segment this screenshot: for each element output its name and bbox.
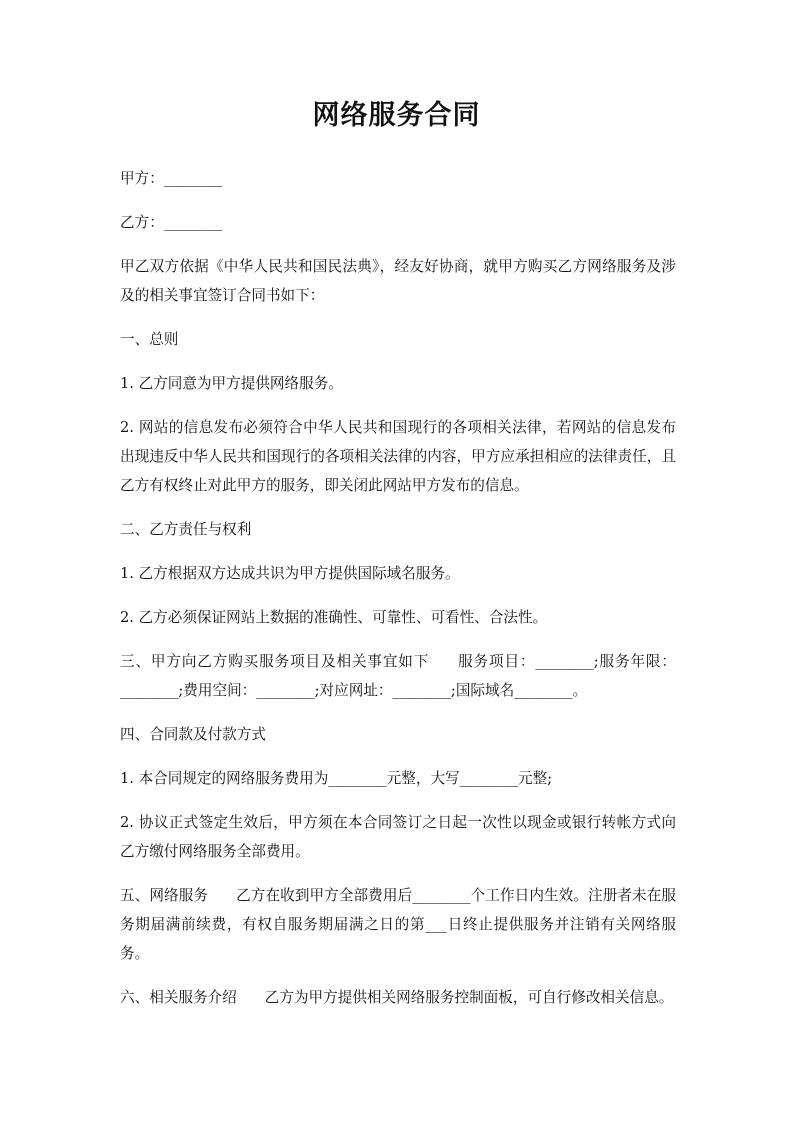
section-1-heading: 一、总则 — [120, 331, 179, 348]
party-b-line: 乙方：________ — [120, 214, 223, 231]
section-4-item-2: 2. 协议正式签定生效后，甲方须在本合同签订之日起一次性以现金或银行转帐方式向乙方缴付网络服务全部费用。 — [120, 814, 676, 860]
section-2-heading: 二、乙方责任与权利 — [120, 521, 252, 538]
section-2-item-2: 2. 乙方必须保证网站上数据的准确性、可靠性、可看性、合法性。 — [120, 609, 548, 626]
party-a-line: 甲方：________ — [120, 170, 223, 187]
section-5-body: 乙方在收到甲方全部费用后________个工作日内生效。注册者未在服务期届满前续费，有权自服务期届满之日的第___日终止提供服务并注销有关网络服务。 — [120, 887, 676, 962]
section-4-heading: 四、合同款及付款方式 — [120, 726, 266, 743]
section-3-heading: 三、甲方向乙方购买服务项目及相关事宜如下 — [120, 653, 430, 670]
section-4-item-1: 1. 本合同规定的网络服务费用为________元整，大写________元整; — [120, 770, 553, 787]
section-6-paragraph — [120, 983, 676, 1012]
section-1-item-2: 2. 网站的信息发布必须符合中华人民共和国现行的各项相关法律，若网站的信息发布出现违反中华人民共和国现行的各项相关法律的内容，甲方应承担相应的法律责任，且乙方有权终止对此甲方的服务，即关闭此网站甲方发布的信息。 — [120, 419, 676, 494]
section-6-heading: 六、相关服务介绍 — [120, 989, 237, 1006]
contract-body — [120, 164, 676, 1027]
section-5-heading: 五、网络服务 — [120, 887, 209, 904]
section-2-item-1: 1. 乙方根据双方达成共识为甲方提供国际域名服务。 — [120, 565, 460, 582]
section-1-item-1: 1. 乙方同意为甲方提供网络服务。 — [120, 375, 343, 392]
section-6-body: 乙方为甲方提供相关网络服务控制面板，可自行修改相关信息。 — [264, 989, 674, 1006]
preamble-paragraph: 甲乙双方依据《中华人民共和国民法典》，经友好协商，就甲方购买乙方网络服务及涉及的相关事宜签订合同书如下： — [120, 258, 676, 304]
section-3-paragraph — [120, 647, 676, 705]
section-5-paragraph — [120, 881, 676, 968]
page-title: 网络服务合同 — [312, 100, 481, 131]
section-3-body: 服务项目：________;服务年限：________;费用空间：________;对应网址：________;国际域名________。 — [120, 653, 676, 699]
